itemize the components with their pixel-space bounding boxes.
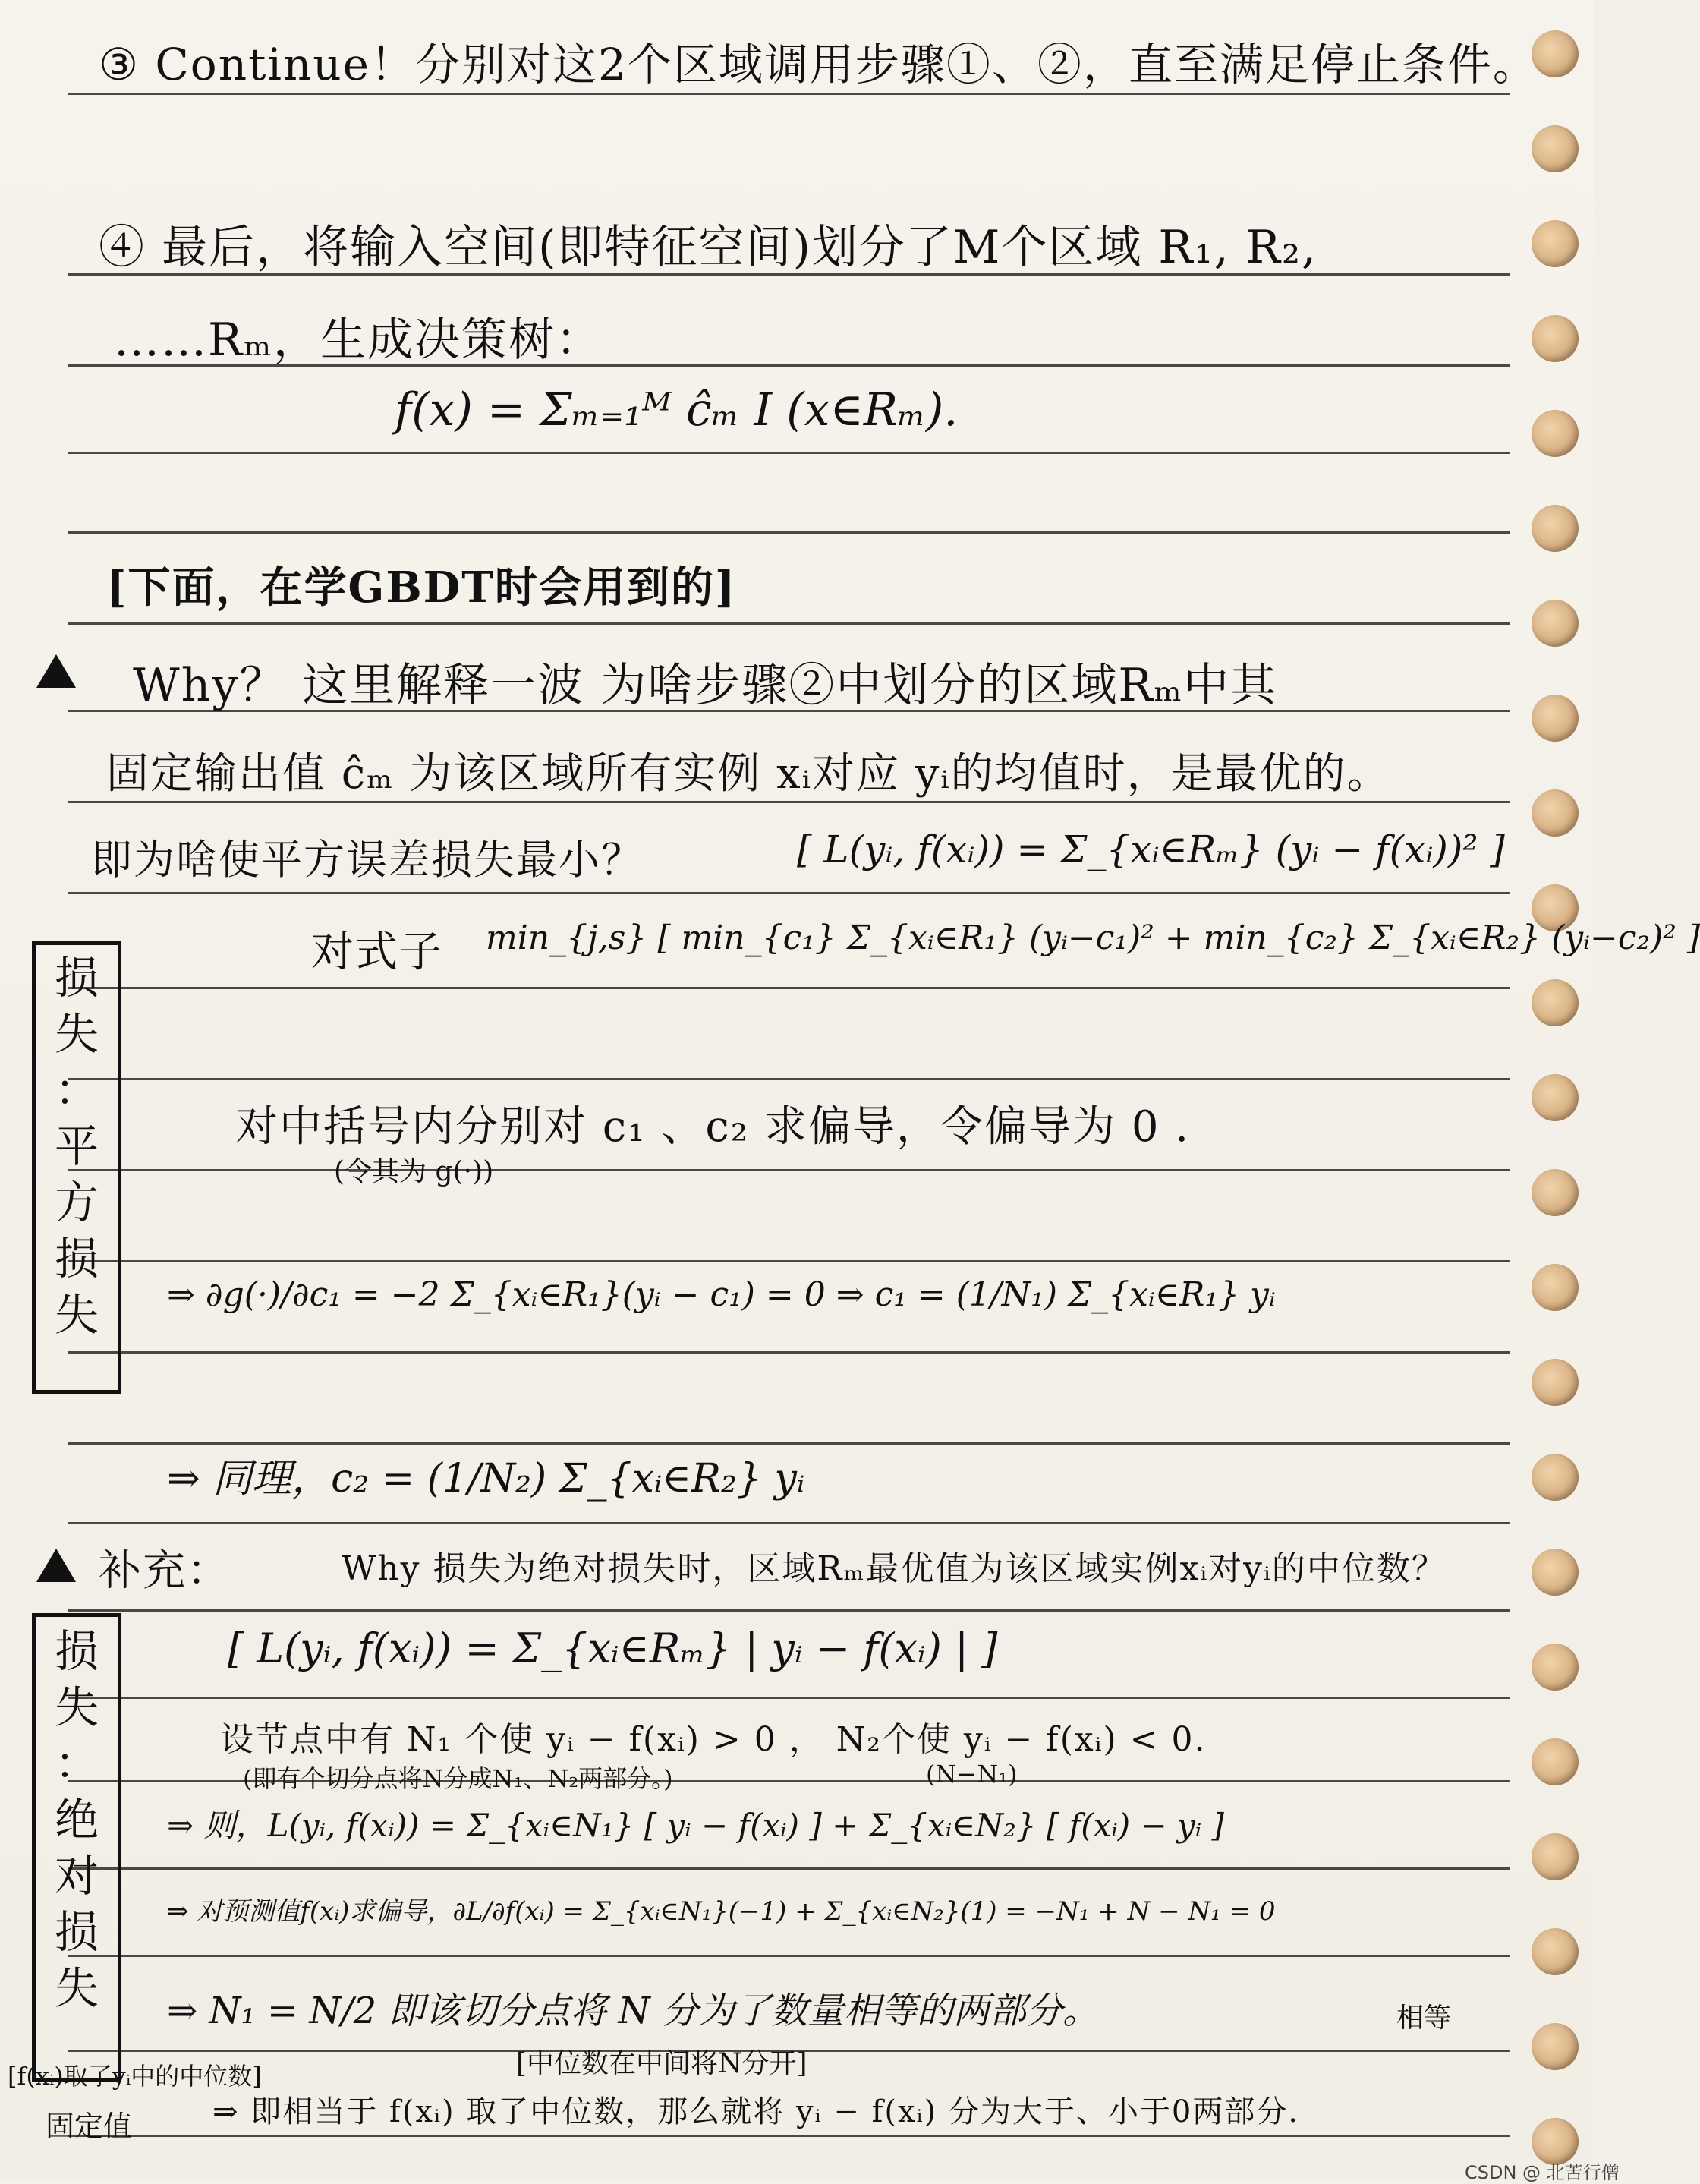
binder-hole bbox=[1532, 1169, 1579, 1216]
rule-line bbox=[68, 801, 1510, 803]
same-formula: ⇒ 同理，c₂ = (1/N₂) Σ_{xᵢ∈R₂} yᵢ bbox=[167, 1456, 805, 1502]
binder-hole bbox=[1532, 315, 1579, 362]
rule-line bbox=[68, 1609, 1510, 1612]
equal-note: 相等 bbox=[1396, 2003, 1452, 2034]
rule-line bbox=[68, 531, 1510, 534]
binder-hole bbox=[1532, 1928, 1579, 1975]
side-label-char: ： bbox=[54, 1064, 99, 1116]
side-label-char: 损 bbox=[54, 1625, 99, 1677]
watermark: CSDN @ 北苦行僧 bbox=[1465, 2162, 1620, 2183]
rule-line bbox=[68, 1351, 1510, 1354]
square-loss-formula: [ L(yᵢ, f(xᵢ)) = Σ_{xᵢ∈Rₘ} (yᵢ − f(xᵢ))² ] bbox=[797, 827, 1505, 871]
set-n1-line: 设节点中有 N₁ 个使 yᵢ − f(xᵢ) > 0 ， N₂个使 yᵢ − f(xᵢ) < 0. bbox=[220, 1720, 1207, 1759]
side-label-char: 对 bbox=[54, 1850, 99, 1902]
rule-line bbox=[68, 1169, 1510, 1171]
side-label-abs-loss bbox=[32, 1613, 121, 2082]
gbdt-note: [下面，在学GBDT时会用到的] bbox=[106, 563, 737, 613]
side-label-char: 失 bbox=[54, 1681, 99, 1733]
why-line2: 固定输出值 ĉₘ 为该区域所有实例 xᵢ对应 yᵢ的均值时，是最优的。 bbox=[106, 749, 1391, 799]
median-note-left2: 固定值 bbox=[46, 2110, 133, 2143]
half-note: [中位数在中间将N分开] bbox=[516, 2048, 808, 2079]
binder-hole bbox=[1532, 789, 1579, 837]
triangle-marker-icon bbox=[36, 1549, 76, 1582]
rule-line bbox=[68, 892, 1510, 894]
rule-line bbox=[68, 1955, 1510, 1957]
rule-line bbox=[68, 2135, 1510, 2137]
rule-line bbox=[68, 987, 1510, 989]
supplement-heading: 补充： bbox=[99, 1546, 231, 1596]
side-label-char: 平 bbox=[54, 1120, 99, 1172]
side-label-char: 失 bbox=[54, 1289, 99, 1341]
binder-hole bbox=[1532, 695, 1579, 742]
rule-line bbox=[68, 1867, 1510, 1870]
side-label-char: 损 bbox=[54, 952, 99, 1004]
step3-line: ③ Continue！分别对这2个区域调用步骤①、②，直至满足停止条件。 bbox=[99, 39, 1538, 90]
rule-line bbox=[68, 1078, 1510, 1080]
abs-loss-formula: [ L(yᵢ, f(xᵢ)) = Σ_{xᵢ∈Rₘ} | yᵢ − f(xᵢ) | ] bbox=[228, 1625, 998, 1672]
side-label-square-loss bbox=[32, 941, 121, 1394]
step4-line-cont: ……Rₘ，生成决策树： bbox=[114, 314, 603, 367]
rule-line bbox=[68, 622, 1510, 625]
side-label-char: 绝 bbox=[54, 1794, 99, 1845]
half-formula: ⇒ N₁ = N/2 即该切分点将 N 分为了数量相等的两部分。 bbox=[167, 1990, 1099, 2032]
binder-hole bbox=[1532, 1644, 1579, 1691]
rule-line bbox=[68, 1697, 1510, 1699]
binder-hole bbox=[1532, 220, 1579, 267]
binder-hole bbox=[1532, 1454, 1579, 1501]
binder-hole bbox=[1532, 1359, 1579, 1406]
objective-prefix: 对式子 bbox=[311, 928, 443, 977]
supplement-why: Why 损失为绝对损失时，区域Rₘ最优值为该区域实例xᵢ对yᵢ的中位数？ bbox=[342, 1549, 1447, 1588]
side-label-char: 失 bbox=[54, 1008, 99, 1060]
binder-hole bbox=[1532, 600, 1579, 647]
partial-line: 对中括号内分别对 c₁ 、c₂ 求偏导，令偏导为 0 . bbox=[235, 1102, 1191, 1152]
set-n2-note: (N−N₁) bbox=[926, 1760, 1018, 1788]
pred-derivative-formula: ⇒ 对预测值f(xᵢ)求偏导，∂L/∂f(xᵢ) = Σ_{xᵢ∈N₁}(−1) + Σ_{xᵢ∈N₂}(1) = −N₁ + N − N₁ = 0 bbox=[167, 1896, 1276, 1927]
binder-hole bbox=[1532, 1549, 1579, 1596]
side-label-char: ： bbox=[54, 1738, 99, 1789]
derivative-formula: ⇒ ∂g(·)/∂c₁ = −2 Σ_{xᵢ∈R₁}(yᵢ − c₁) = 0 ⇒ c₁ = (1/N₁) Σ_{xᵢ∈R₁} yᵢ bbox=[167, 1275, 1276, 1314]
rule-line bbox=[68, 452, 1510, 454]
binder-hole bbox=[1532, 410, 1579, 457]
binder-hole bbox=[1532, 979, 1579, 1026]
side-label-char: 方 bbox=[54, 1177, 99, 1228]
decision-tree-formula: f(x) = Σₘ₌₁ᴹ ĉₘ I (x∈Rₘ). bbox=[395, 383, 959, 436]
binder-hole bbox=[1532, 1074, 1579, 1121]
binder-hole bbox=[1532, 505, 1579, 552]
binder-hole bbox=[1532, 125, 1579, 172]
side-label-char: 损 bbox=[54, 1906, 99, 1958]
binder-hole bbox=[1532, 30, 1579, 77]
partial-note: (令其为 g(·)) bbox=[334, 1156, 494, 1187]
binder-hole bbox=[1532, 1738, 1579, 1785]
final-line: ⇒ 即相当于 f(xᵢ) 取了中位数，那么就将 yᵢ − f(xᵢ) 分为大于、小于0两部分. bbox=[212, 2094, 1300, 2129]
binder-hole bbox=[1532, 2023, 1579, 2070]
rule-line bbox=[68, 1260, 1510, 1262]
rule-line bbox=[68, 1442, 1510, 1445]
why-line3: 即为啥使平方误差损失最小？ bbox=[91, 836, 644, 884]
why-line1: Why？ 这里解释一波 为啥步骤②中划分的区域Rₘ中其 bbox=[133, 659, 1278, 712]
side-label-char: 失 bbox=[54, 1962, 99, 2014]
step4-line: ④ 最后，将输入空间(即特征空间)划分了M个区域 R₁, R₂, bbox=[99, 221, 1318, 274]
binder-hole bbox=[1532, 1833, 1579, 1880]
triangle-marker-icon bbox=[36, 654, 76, 688]
rule-line bbox=[68, 93, 1510, 95]
median-note-left: [f(xᵢ)取了yᵢ中的中位数] bbox=[8, 2062, 262, 2091]
set-n1-note: (即有个切分点将N分成N₁、N₂两部分。) bbox=[243, 1764, 673, 1793]
binder-holes bbox=[1503, 0, 1594, 2180]
side-label-char: 损 bbox=[54, 1233, 99, 1284]
rule-line bbox=[68, 1522, 1510, 1524]
objective-formula: min_{j,s} [ min_{c₁} Σ_{xᵢ∈R₁} (yᵢ−c₁)² + min_{c₂} Σ_{xᵢ∈R₂} (yᵢ−c₂)² ] bbox=[486, 919, 1700, 957]
binder-hole bbox=[1532, 1264, 1579, 1311]
then-formula: ⇒ 则，L(yᵢ, f(xᵢ)) = Σ_{xᵢ∈N₁} [ yᵢ − f(xᵢ) ] + Σ_{xᵢ∈N₂} [ f(xᵢ) − yᵢ ] bbox=[167, 1807, 1224, 1844]
